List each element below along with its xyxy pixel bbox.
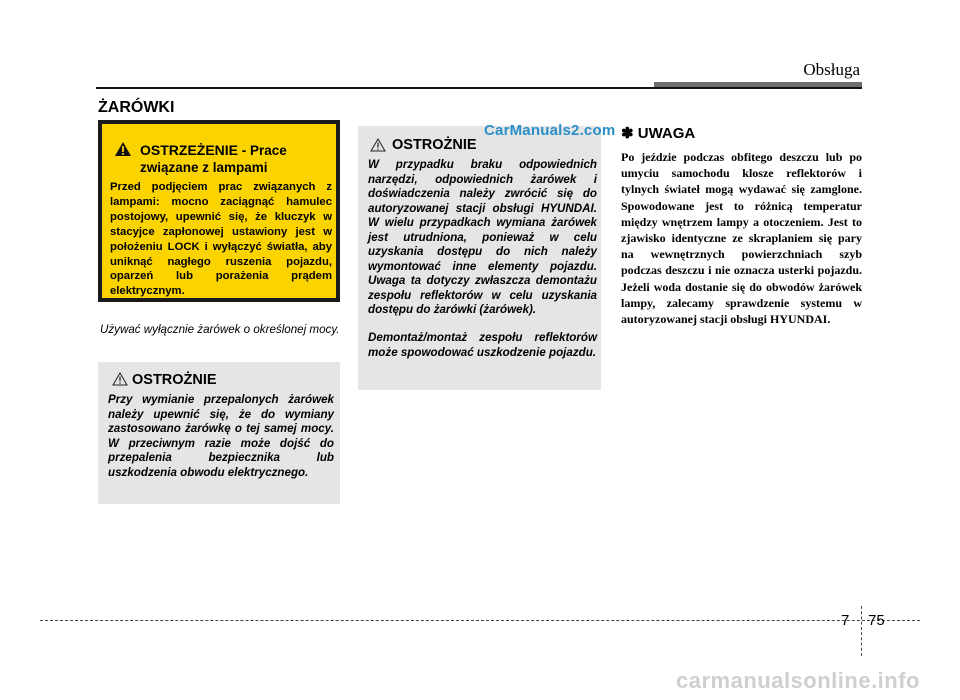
warning-box [98, 120, 340, 302]
page-header-title: Obsługa [803, 60, 860, 79]
footer-dashed-rule [40, 620, 920, 621]
page-number: 75 [868, 612, 885, 629]
caution-triangle-icon [370, 138, 386, 152]
warning-text: Przed podjęciem prac związanych z lampami: mocno zaciągnąć hamulec postojowy, upewnić się, że kluczyk w stacyjce zapłonowej ustawiony jest w położeniu LOCK i wyłączyć światła, aby uniknąć nagłego ruszenia pojazdu, oparzeń lub porażenia prądem elektrycznym. [110, 181, 332, 298]
section-title: ŻARÓWKI [98, 99, 175, 116]
note-body: Po jeździe podczas obfitego deszczu lub po umyciu samochodu klosze reflektorów i tylnych świateł mogą wydawać się zamglone. Spowodowane jest to różnicą temperatur między wnętrzem lampy a otoczeniem. Jest to zjawisko identyczne ze skraplaniem się pary na wewnętrznych powierzchniach szyb podczas deszczu i nie oznacza usterki pojazdu. Jeżeli woda dostanie się do obwodów żarówek lampy, zalecamy sprawdzenie systemu w autoryzowanej stacji obsługi HYUNDAI. [621, 150, 862, 327]
footer-vertical-divider [861, 606, 862, 656]
warning-title-main: OSTRZEŻENIE [140, 142, 239, 158]
watermark-carmanualsonline[interactable]: carmanualsonline.info [676, 668, 920, 693]
caution-title: OSTROŻNIE [132, 372, 217, 388]
caution-text: Przy wymianie przepalonych żarówek należy upewnić się, że do wymiany zastosowano żarówkę o tej samej mocy. W przeciwnym razie może dojść do przepalenia bezpiecznika lub uszkodzenia obwodu elektrycznego. [108, 393, 334, 479]
warning-title [140, 142, 332, 176]
caution-text-paragraph-1: W przypadku braku odpowiednich narzędzi, odpowiednich żarówek i doświadczenia należy zwrócić się do autoryzowanej stacji obsługi HYUNDAI. W wielu przypadkach wymiana żarówek jest utrudniona, ponieważ w celu uzyskania dostępu do nich należy wymontować inne elementy pojazdu. Uwaga ta dotyczy zwłaszcza demontażu zespołu reflektorów w celu uzyskania dostępu do żarówki (żarówek). [368, 158, 597, 316]
bulb-wattage-note: Używać wyłącznie żarówek o określonej mocy. [100, 323, 340, 336]
watermark-carmanuals2[interactable]: CarManuals2.com [484, 122, 616, 139]
chapter-number: 7 [841, 612, 850, 629]
warning-triangle-icon [114, 141, 132, 157]
caution-title: OSTROŻNIE [392, 137, 477, 153]
note-heading [621, 124, 695, 142]
caution-triangle-icon [112, 372, 128, 386]
header-rule [96, 87, 862, 89]
caution-box-service-station [358, 126, 601, 390]
note-symbol-icon: ✽ [621, 125, 634, 142]
caution-box-bulb-replacement [98, 362, 340, 504]
warning-title-suffix: - Prace związane z lampami [140, 143, 287, 175]
caution-text-paragraph-2: Demontaż/montaż zespołu reflektorów może spowodować uszkodzenie pojazdu. [368, 331, 597, 359]
note-heading-label: UWAGA [637, 125, 696, 142]
